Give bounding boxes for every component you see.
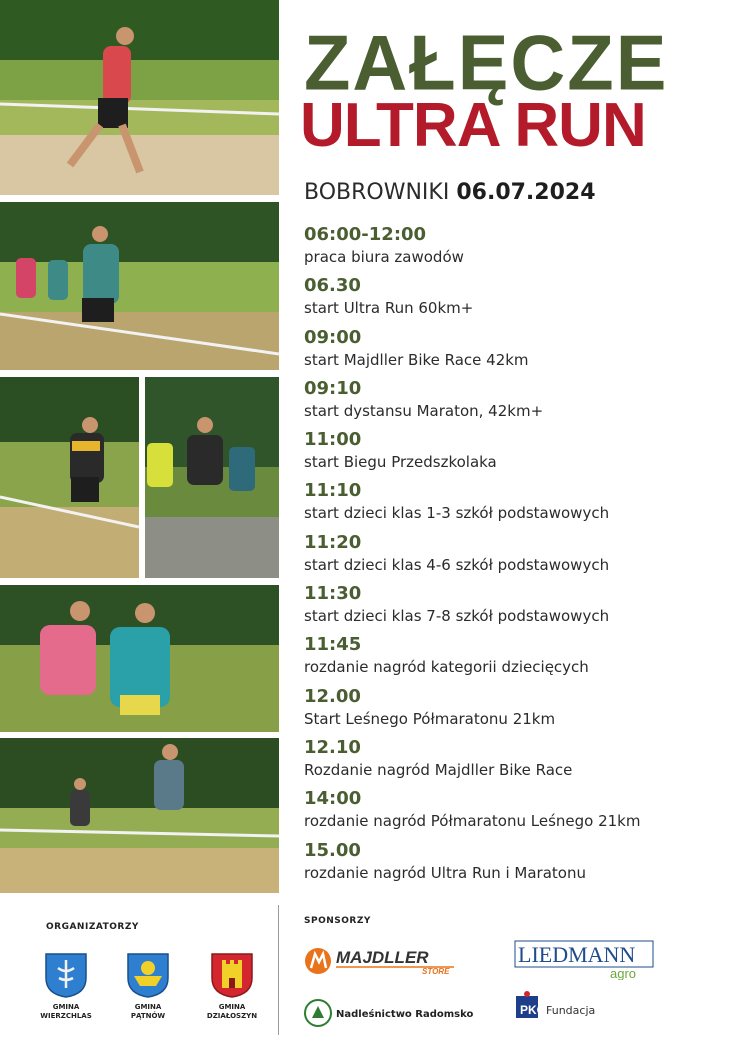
schedule-list — [304, 224, 744, 891]
photo-runner-1 — [0, 0, 279, 195]
majdller-text: MAJDLLER — [336, 948, 429, 967]
fundacja-text: Fundacja — [546, 1004, 596, 1017]
schedule-item — [304, 480, 744, 531]
sponsor-nadlesnictwo — [304, 998, 474, 1028]
photo-runners-4 — [145, 377, 279, 578]
photo-runners-6 — [0, 738, 279, 893]
schedule-desc: rozdanie nagród Półmaratonu Leśnego 21km — [304, 812, 641, 831]
organizers-title: ORGANIZATORZY — [46, 922, 139, 932]
schedule-item — [304, 737, 744, 788]
schedule-time: 09:00 — [304, 326, 362, 348]
schedule-item — [304, 532, 744, 583]
schedule-desc: start dzieci klas 7-8 szkół podstawowych — [304, 607, 610, 626]
schedule-item — [304, 224, 744, 275]
schedule-time: 06.30 — [304, 275, 361, 297]
sponsor-liedmann — [514, 940, 654, 980]
photo-runner-3 — [0, 377, 139, 578]
footer-divider — [278, 905, 279, 1035]
sponsor-fundacja — [514, 990, 614, 1030]
schedule-desc: praca biura zawodów — [304, 248, 464, 266]
event-title-line1: ZAŁĘCZE — [304, 20, 669, 107]
sponsors-title: SPONSORZY — [304, 916, 371, 926]
schedule-time: 15.00 — [304, 839, 361, 861]
schedule-time: 11:00 — [304, 429, 362, 451]
crest-wierzchlas-icon — [44, 952, 88, 998]
schedule-desc: start Biegu Przedszkolaka — [304, 453, 497, 472]
schedule-item — [304, 788, 744, 839]
schedule-time: 06:00-12:00 — [304, 224, 427, 245]
liedmann-text: LIEDMANN — [518, 942, 636, 967]
svg-text:PKO: PKO — [520, 1003, 547, 1017]
schedule-item — [304, 275, 744, 326]
schedule-item — [304, 686, 744, 737]
schedule-time: 12.10 — [304, 736, 361, 758]
schedule-desc: start dystansu Maraton, 42km+ — [304, 401, 544, 420]
schedule-desc: start Majdller Bike Race 42km — [304, 350, 529, 369]
liedmann-sub-text: agro — [610, 966, 637, 980]
event-title-line2: ULTRA RUN — [300, 91, 646, 160]
schedule-desc: start dzieci klas 1-3 szkół podstawowych — [304, 504, 610, 523]
schedule-time: 11:10 — [304, 480, 362, 502]
schedule-time: 11:20 — [304, 531, 362, 553]
organizer-label: GMINA WIERZCHLAS — [40, 1003, 92, 1020]
organizer-label: GMINA DZIAŁOSZYN — [206, 1003, 258, 1020]
schedule-item — [304, 327, 744, 378]
majdller-sub-text: STORE — [422, 967, 450, 976]
schedule-item — [304, 634, 744, 685]
schedule-item — [304, 429, 744, 480]
location: BOBROWNIKI — [304, 180, 450, 205]
crest-patnow-icon — [126, 952, 170, 998]
photo-runners-5 — [0, 585, 279, 732]
schedule-time: 11:45 — [304, 634, 362, 656]
schedule-item — [304, 378, 744, 429]
schedule-desc: Start Leśnego Półmaratonu 21km — [304, 709, 556, 728]
schedule-time: 09:10 — [304, 377, 362, 399]
schedule-time: 14:00 — [304, 788, 362, 810]
schedule-time: 11:30 — [304, 583, 362, 605]
sponsor-majdller — [304, 944, 469, 978]
schedule-desc: Rozdanie nagród Majdller Bike Race — [304, 760, 573, 779]
schedule-time: 12.00 — [304, 685, 361, 707]
schedule-desc: start dzieci klas 4-6 szkół podstawowych — [304, 555, 610, 574]
schedule-item — [304, 583, 744, 634]
schedule-item — [304, 840, 744, 891]
schedule-desc: start Ultra Run 60km+ — [304, 299, 474, 318]
crest-dzialoszyn-icon — [210, 952, 254, 998]
event-date: 06.07.2024 — [456, 180, 596, 205]
organizer-label: GMINA PĄTNÓW — [130, 1003, 166, 1020]
location-date — [304, 180, 596, 205]
nadlesnictwo-text: Nadleśnictwo Radomsko — [336, 1009, 474, 1020]
schedule-desc: rozdanie nagród kategorii dziecięcych — [304, 658, 589, 677]
photo-runners-2 — [0, 202, 279, 370]
schedule-desc: rozdanie nagród Ultra Run i Maratonu — [304, 863, 586, 882]
